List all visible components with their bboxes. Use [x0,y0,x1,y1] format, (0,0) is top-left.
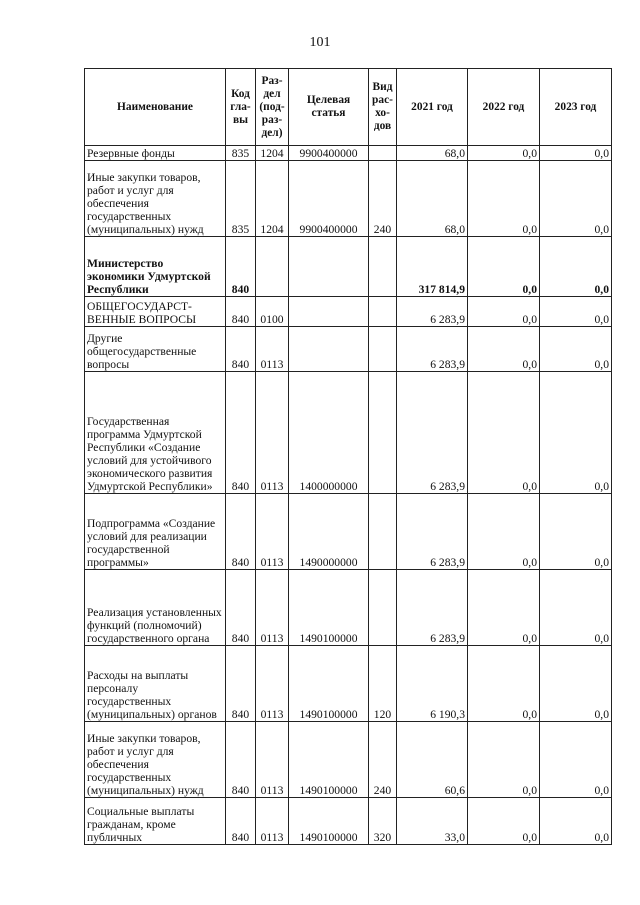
row-2023: 0,0 [540,161,612,237]
row-name: Министерство экономики Удмуртской Республики [85,237,226,297]
table-row [85,297,612,327]
header-row [85,69,612,146]
row-2021: 6 283,9 [397,372,468,494]
row-article: 1490000000 [289,494,369,570]
table-row [85,161,612,237]
row-section: 1204 [256,146,289,161]
row-section: 0113 [256,722,289,798]
row-2021: 68,0 [397,146,468,161]
row-2023: 0,0 [540,237,612,297]
row-type [369,372,397,494]
row-name: Иные закупки товаров, работ и услуг для обеспечения государственных (муниципальных) нужд [85,722,226,798]
row-section: 1204 [256,161,289,237]
row-section: 0113 [256,494,289,570]
row-code: 840 [226,327,256,372]
row-code: 840 [226,297,256,327]
header-type: Вид рас-хо-дов [369,69,397,146]
row-2022: 0,0 [468,722,540,798]
row-type: 240 [369,722,397,798]
row-article: 1490100000 [289,646,369,722]
row-type [369,570,397,646]
table-row [85,494,612,570]
row-type: 240 [369,161,397,237]
row-2022: 0,0 [468,646,540,722]
row-2022: 0,0 [468,570,540,646]
row-2021: 6 283,9 [397,570,468,646]
row-section: 0100 [256,297,289,327]
table-row [85,570,612,646]
row-name: Другие общегосударственные вопросы [85,327,226,372]
row-2021: 6 283,9 [397,297,468,327]
row-section: 0113 [256,327,289,372]
header-name: Наименование [85,69,226,146]
header-2021: 2021 год [397,69,468,146]
row-2022: 0,0 [468,327,540,372]
header-section: Раз-дел (под-раз-дел) [256,69,289,146]
row-2023: 0,0 [540,494,612,570]
budget-table [84,68,612,845]
row-article [289,237,369,297]
row-code: 835 [226,161,256,237]
row-2022: 0,0 [468,237,540,297]
row-name: Резервные фонды [85,146,226,161]
row-2022: 0,0 [468,146,540,161]
row-article [289,297,369,327]
row-code: 840 [226,372,256,494]
row-2023: 0,0 [540,722,612,798]
row-section: 0113 [256,372,289,494]
header-2022: 2022 год [468,69,540,146]
row-name: Иные закупки товаров, работ и услуг для обеспечения государственных (муниципальных) нужд [85,161,226,237]
row-2022: 0,0 [468,372,540,494]
row-name: ОБЩЕГОСУДАРСТ-ВЕННЫЕ ВОПРОСЫ [85,297,226,327]
row-article [289,327,369,372]
row-2023: 0,0 [540,146,612,161]
row-2021: 6 190,3 [397,646,468,722]
row-code: 835 [226,146,256,161]
row-2021: 68,0 [397,161,468,237]
header-2023: 2023 год [540,69,612,146]
row-2022: 0,0 [468,297,540,327]
row-article: 1490100000 [289,570,369,646]
table-row [85,722,612,798]
table-row [85,237,612,297]
row-2022: 0,0 [468,161,540,237]
row-2021: 6 283,9 [397,327,468,372]
header-code: Код гла-вы [226,69,256,146]
row-article: 1400000000 [289,372,369,494]
row-code: 840 [226,494,256,570]
row-name: Социальные выплаты гражданам, кроме публичных [85,798,226,845]
row-article: 1490100000 [289,798,369,845]
row-2023: 0,0 [540,327,612,372]
row-name: Подпрограмма «Создание условий для реализации государственной программы» [85,494,226,570]
row-2023: 0,0 [540,570,612,646]
row-type [369,327,397,372]
header-article: Целевая статья [289,69,369,146]
row-code: 840 [226,646,256,722]
row-2022: 0,0 [468,798,540,845]
row-article: 9900400000 [289,146,369,161]
row-name: Государственная программа Удмуртской Республики «Создание условий для устойчивого экономического развития Удмуртской Республики» [85,372,226,494]
row-type [369,297,397,327]
row-name: Реализация установленных функций (полномочий) государственного органа [85,570,226,646]
row-code: 840 [226,798,256,845]
row-type: 320 [369,798,397,845]
page-number: 101 [309,35,331,50]
row-type: 120 [369,646,397,722]
table-row [85,646,612,722]
row-2023: 0,0 [540,646,612,722]
row-section: 0113 [256,570,289,646]
row-article: 9900400000 [289,161,369,237]
row-2021: 6 283,9 [397,494,468,570]
row-section [256,237,289,297]
row-section: 0113 [256,798,289,845]
table-row [85,327,612,372]
row-2023: 0,0 [540,798,612,845]
row-type [369,494,397,570]
row-section: 0113 [256,646,289,722]
row-code: 840 [226,237,256,297]
row-code: 840 [226,722,256,798]
table-row [85,798,612,845]
row-2023: 0,0 [540,297,612,327]
row-2021: 33,0 [397,798,468,845]
row-article: 1490100000 [289,722,369,798]
table-row [85,372,612,494]
row-code: 840 [226,570,256,646]
row-2021: 317 814,9 [397,237,468,297]
row-2021: 60,6 [397,722,468,798]
row-name: Расходы на выплаты персоналу государственных (муниципальных) органов [85,646,226,722]
row-type [369,237,397,297]
row-2022: 0,0 [468,494,540,570]
row-2023: 0,0 [540,372,612,494]
table-row [85,146,612,161]
row-type [369,146,397,161]
